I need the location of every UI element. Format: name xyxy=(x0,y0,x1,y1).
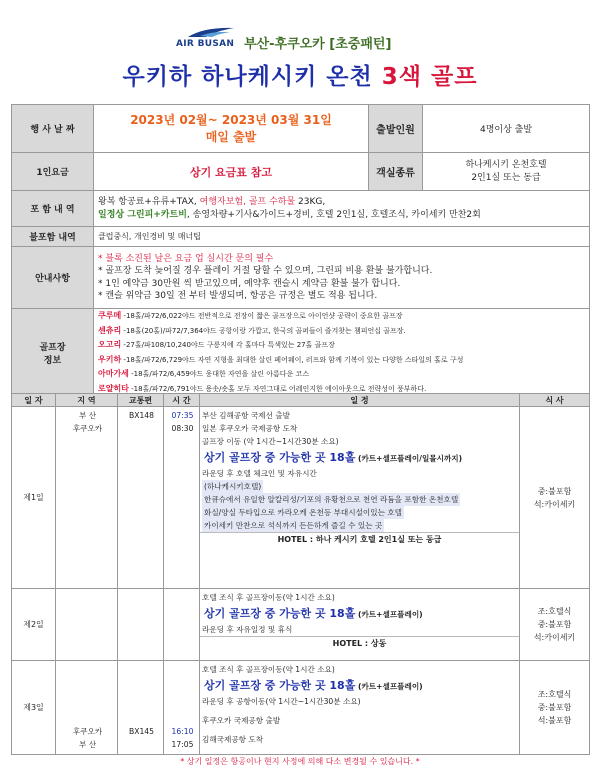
date-departure: 매일 출발 xyxy=(205,129,257,144)
col-region: 지 역 xyxy=(56,394,118,407)
notice-list xyxy=(94,247,590,309)
meal-line: 석:불포함 xyxy=(537,716,572,725)
course-item xyxy=(94,367,589,382)
exclude-label: 불포함 내역 xyxy=(12,227,94,247)
golf-round-line xyxy=(200,604,519,623)
day-time xyxy=(164,661,200,755)
itinerary-line: 라운딩 후 공항이동(약 1시간~1시간30분 소요) xyxy=(202,697,361,706)
course-name: 센츄리 xyxy=(98,325,122,335)
notice-label: 안내사항 xyxy=(12,247,94,309)
day-label: 제3일 xyxy=(12,661,56,755)
time-line: 07:35 xyxy=(171,411,194,420)
course-item xyxy=(94,324,589,339)
title-part-1: 우키하 하나케시키 온천 xyxy=(122,64,373,90)
itinerary-line: 부산 김해공항 국제선 출발 xyxy=(202,411,290,420)
header xyxy=(0,0,600,100)
itinerary-line: 화실/양실 두타입으로 카라오케 온천등 부대시설이있는 호텔 xyxy=(204,508,403,517)
golf-round-line xyxy=(200,676,519,695)
room-line-1: 하나케시키 온천호텔 xyxy=(465,159,547,170)
course-name: 로얄히타 xyxy=(98,383,129,393)
day-region xyxy=(56,589,118,661)
itinerary-line: 후쿠오카 국제공항 출발 xyxy=(202,716,281,725)
notice-item: * 1인 예약금 30만원 씩 받고있으며, 예약후 캔슬시 계약금 환불 불가 합니다. xyxy=(98,278,401,289)
itinerary-line: 호텔 조식 후 골프장이동(약 1시간 소요) xyxy=(202,593,335,602)
day-row xyxy=(12,407,590,589)
include-value xyxy=(94,191,590,227)
flight-number: BX145 xyxy=(129,727,154,736)
itinerary-line: (하나케시키호텔) xyxy=(204,482,262,491)
course-desc: -18홀/파72/6,459야드 웅대한 자연을 살린 아름다운 코스 xyxy=(128,370,310,378)
col-time: 시 간 xyxy=(164,394,200,407)
day-itinerary xyxy=(200,407,520,589)
day-meal xyxy=(520,407,590,589)
price-value: 상기 요금표 참고 xyxy=(94,153,369,191)
course-item xyxy=(94,353,589,368)
main-title xyxy=(0,58,600,91)
include-text-1a: 왕복 항공료+유류+TAX, xyxy=(98,196,200,207)
day-flight xyxy=(118,589,164,661)
region-line: 부 산 xyxy=(78,740,97,749)
meal-line: 중:불포함 xyxy=(537,703,572,712)
golf-round-main: 상기 골프장 중 가능한 곳 18홀 xyxy=(204,607,356,620)
col-day: 일 자 xyxy=(12,394,56,407)
include-text-1b: 여행자보험, 골프 수하물 xyxy=(199,196,296,207)
itinerary-line: 일본 후쿠오카 국제공항 도착 xyxy=(202,424,298,433)
day-time xyxy=(164,589,200,661)
itinerary-line: 골프장 이동 (약 1시간~1시간30분 소요) xyxy=(202,437,339,446)
course-item xyxy=(94,309,589,324)
col-transport: 교통편 xyxy=(118,394,164,407)
day-flight xyxy=(118,407,164,589)
golf-label-line-2: 정보 xyxy=(43,355,62,366)
itinerary-line: 한큐슈에서 유일한 알칼리성/기포의 유황천으로 천연 라듐을 포함한 온천호텔 xyxy=(204,495,459,504)
hotel-line: HOTEL : 상동 xyxy=(200,636,519,650)
course-name: 오고리 xyxy=(98,340,122,349)
date-label: 행 사 날 짜 xyxy=(12,105,94,153)
region-line: 부 산 xyxy=(78,411,97,420)
include-text-2b: , 송영차량+기사&가이드+경비, 호텔 2인1실, 호텔조식, 카이세키 만찬2회 xyxy=(186,209,481,220)
course-desc: -18홀(20홀)/파72/7,364야드 공항이랑 가깝고, 한국의 골퍼들이 즐겨찾는 챔피언십 골프장. xyxy=(121,326,406,335)
day-region xyxy=(56,407,118,589)
day-label: 제2일 xyxy=(12,589,56,661)
golf-info-label xyxy=(12,309,94,397)
course-name: 우키하 xyxy=(98,354,122,364)
itinerary-line: 김해국제공항 도착 xyxy=(202,735,264,744)
itinerary-line: 라운딩 후 자유일정 및 휴식 xyxy=(202,625,293,634)
footer-note: * 상기 일정은 항공이나 현지 사정에 의해 다소 변경될 수 있습니다. * xyxy=(180,757,420,766)
golf-round-line xyxy=(200,448,519,467)
room-label: 객실종류 xyxy=(369,153,423,191)
room-value xyxy=(423,153,590,191)
golf-label-line-1: 골프장 xyxy=(39,342,66,353)
day-meal xyxy=(520,661,590,755)
golf-course-list xyxy=(94,309,590,397)
meal-line: 조:호텔식 xyxy=(537,690,572,699)
golf-round-main: 상기 골프장 중 가능한 곳 18홀 xyxy=(204,679,356,692)
day-itinerary xyxy=(200,661,520,755)
pax-value: 4명이상 출발 xyxy=(423,105,590,153)
meal-line: 석:카이세키 xyxy=(533,499,576,509)
course-desc: -18홀/파72/6,729야드 자연 지형을 최대한 살린 페어웨이, 러프와 함께 기복이 있는 다양한 스타일의 홀로 구성 xyxy=(121,355,464,364)
include-label: 포 함 내 역 xyxy=(12,191,94,227)
include-line-2 xyxy=(98,209,585,222)
meal-line: 석:카이세키 xyxy=(533,633,576,642)
logo-text: AIR BUSAN xyxy=(176,39,235,49)
exclude-value: 클럽중식, 개인경비 및 매너팁 xyxy=(94,227,590,247)
meal-line: 조:호텔식 xyxy=(537,607,572,616)
course-item xyxy=(94,338,589,353)
wing-icon xyxy=(186,25,236,39)
info-table xyxy=(11,104,590,397)
itinerary-line: 카이세키 만찬으로 석식까지 든든하게 즐길 수 있는 곳 xyxy=(204,521,383,530)
time-line: 16:10 xyxy=(171,727,194,736)
title-part-2: 3색 골프 xyxy=(372,64,478,90)
notice-item: * 골프장 도착 늦어질 경우 플레이 거절 당할 수 있으며, 그린피 비용 환불 불가합니다. xyxy=(98,266,433,276)
air-busan-logo xyxy=(176,25,236,53)
course-desc: -18홀/파72/6,791야드 용솟/숏홀 모두 자연그대로 어레인지한 에이아웃으로 전략성이 풍부하다. xyxy=(128,384,427,393)
region-line: 후쿠오카 xyxy=(72,727,103,736)
pax-label: 출발인원 xyxy=(369,105,423,153)
golf-round-main: 상기 골프장 중 가능한 곳 18홀 xyxy=(204,451,356,464)
course-desc: -27홀/파108/10,240야드 구릉지에 각 홀마다 특색있는 27홀 골프장 xyxy=(121,341,335,349)
hotel-line: HOTEL : 하나 케시키 호텔 2인1실 또는 동급 xyxy=(200,532,519,546)
golf-round-sub: (카트+셀프플레이/일몰시까지) xyxy=(355,454,463,463)
day-itinerary xyxy=(200,589,520,661)
notice-item: * 블록 소진된 날은 요금 업 실시간 문의 필수 xyxy=(98,253,274,264)
notice-item: * 캔슬 위약금 30일 전 부터 발생되며, 항공은 규정은 별도 적용 됩니다. xyxy=(98,291,378,301)
price-label: 1인요금 xyxy=(12,153,94,191)
golf-round-sub: (카트+셀프플레이) xyxy=(355,682,423,691)
flight-number: BX148 xyxy=(129,411,154,420)
day-region xyxy=(56,661,118,755)
route-title: 부산-후쿠오카 [초중패턴] xyxy=(244,37,392,52)
course-name: 쿠루메 xyxy=(98,311,122,320)
meal-line: 중:불포함 xyxy=(537,620,572,629)
day-label: 제1일 xyxy=(12,407,56,589)
time-line: 08:30 xyxy=(171,424,194,433)
schedule-table xyxy=(11,393,590,755)
include-line-1 xyxy=(98,196,585,209)
date-range: 2023년 02월~ 2023년 03월 31일 xyxy=(130,112,332,127)
col-itinerary: 일 정 xyxy=(200,394,520,407)
region-line: 후쿠오카 xyxy=(72,424,103,433)
room-line-2: 2인1실 또는 동급 xyxy=(471,172,541,183)
itinerary-line: 라운딩 후 호텔 체크인 및 자유시간 xyxy=(202,469,317,478)
date-cell xyxy=(94,105,369,153)
golf-round-sub: (카트+셀프플레이) xyxy=(355,610,423,619)
day-meal xyxy=(520,589,590,661)
meal-line: 중:불포함 xyxy=(537,486,572,496)
course-name: 아마가세 xyxy=(98,369,129,378)
day-row xyxy=(12,589,590,661)
include-text-1c: 23KG, xyxy=(295,196,326,207)
time-line: 17:05 xyxy=(171,740,194,749)
col-meal: 식 사 xyxy=(520,394,590,407)
course-desc: -18홀/파72/6,022야드 전반적으로 전장이 짧은 골프장으로 아이언샷 공략이 중요한 골프장 xyxy=(121,312,403,320)
include-text-2a: 일정상 그린피+카트비 xyxy=(98,209,187,220)
day-row xyxy=(12,661,590,755)
itinerary-line: 호텔 조식 후 골프장이동(약 1시간 소요) xyxy=(202,665,335,674)
day-time xyxy=(164,407,200,589)
day-flight xyxy=(118,661,164,755)
